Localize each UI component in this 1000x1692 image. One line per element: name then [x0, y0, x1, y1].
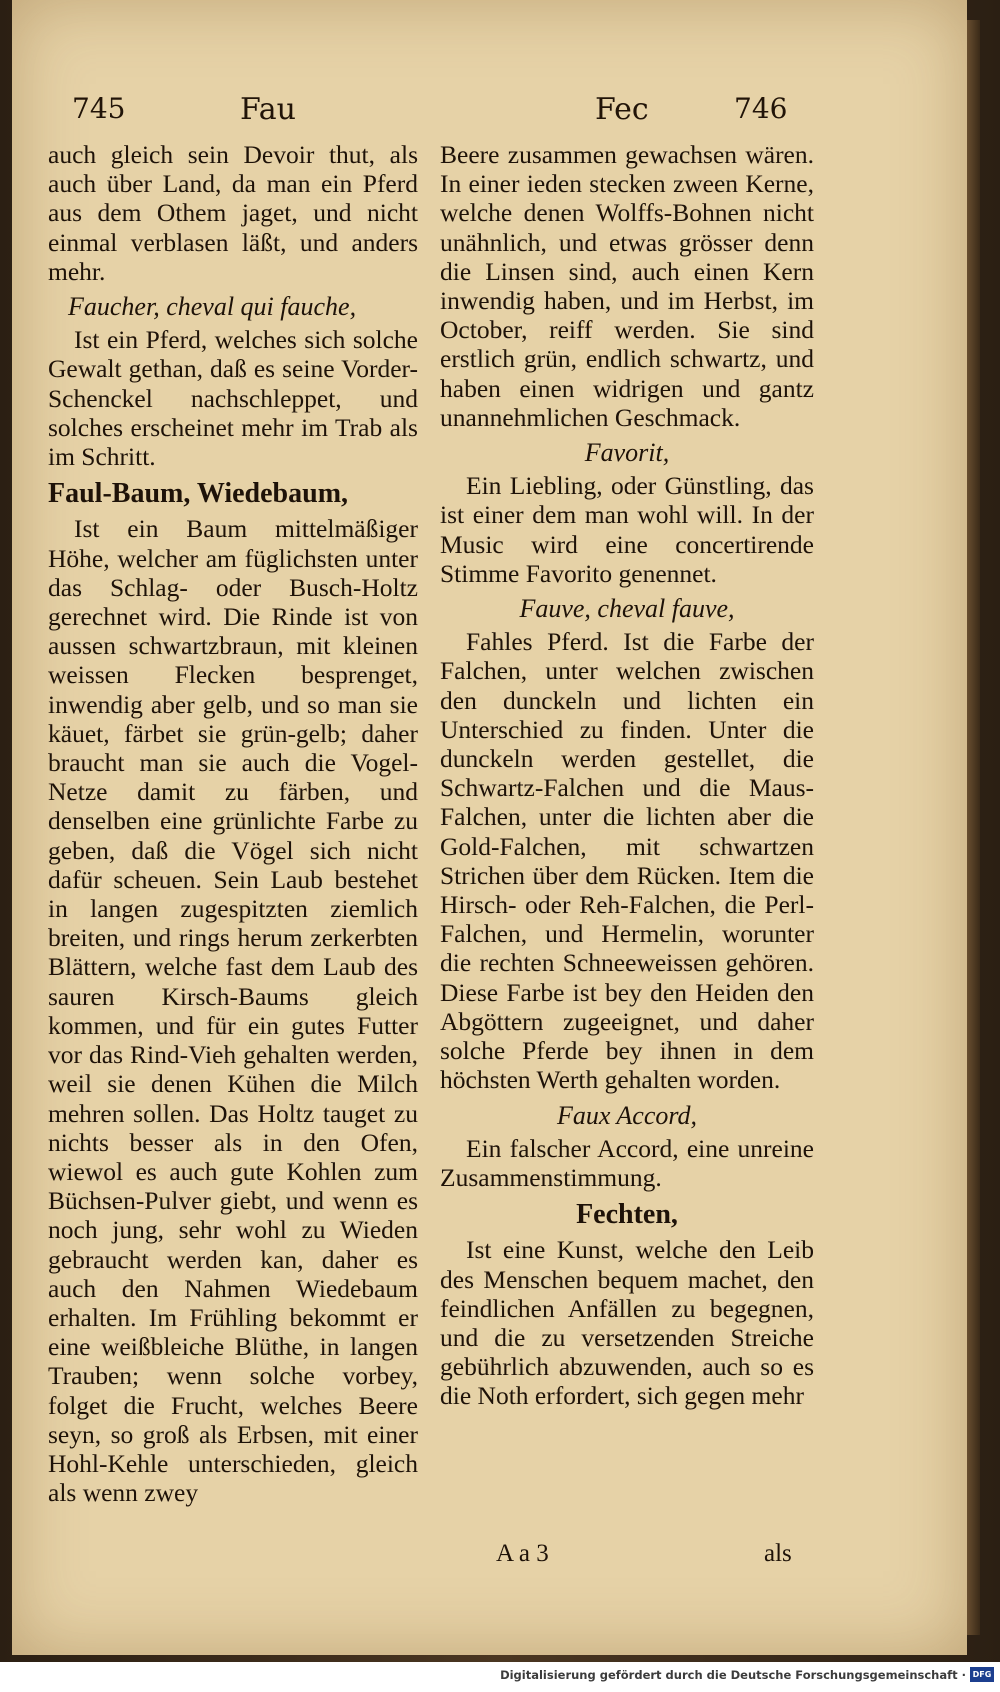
entry-heading-faucher: Faucher, cheval qui fauche, — [68, 292, 357, 322]
entry-heading-favorit: Favorit, — [584, 438, 670, 468]
left-paragraph-3: Ist ein Baum mittelmäßiger Höhe, welcher am füglichsten unter das Schlag- oder Busch-Holtz gerechnet wird. Die Rinde ist von aussen schwartzbraun, mit kleinen weissen Flecken besprenget, inwendig aber gelb, und so man sie käuet, färbet sie grün-gelb; daher braucht man sie auch die Vogel-Netze damit zu färben, und denselben eine grünlichte Farbe zu geben, daß die Vögel sich nicht dafür scheuen. Sein Laub bestehet in langen zugespitzten ziemlich breiten, und rings herum zerkerbten Blättern, welche fast dem Laub des sauren Kirsch-Baums gleich kommen, und für ein gutes Futter vor das Rind-Vieh gehalten werden, weil sie denen Kühen die Milch mehren sollen. Das Holtz tauget zu nichts besser als in den Ofen, wiewol es auch gute Kohlen zum Büchsen-Pulver giebt, und wenn es noch jung, sehr wohl zu Wieden gebraucht werden kan, daher es auch den Nahmen Wiedebaum erhalten. Im Frühling bekommt er eine weißbleiche Blüthe, in langen Trauben; wenn solche vorbey, folget die Frucht, welches Beere seyn, so groß als Erbsen, mit einer Hohl-Kehle unterschieden, gleich als wenn zwey — [48, 514, 418, 1508]
entry-heading-fauve: Fauve, cheval fauve, — [519, 594, 735, 624]
entry-heading-fechten: Fechten, — [576, 1199, 678, 1231]
footer-bar — [0, 1662, 1000, 1692]
left-page-number: 745 — [72, 92, 126, 125]
right-paragraph-5: Ist eine Kunst, welche den Leib des Menschen bequem machet, den feindlichen Anfällen zu begegnen, und die zu versetzenden Streiche gebührlich abzuwenden, auch so es die Noth erfordert, sich gegen mehr — [440, 1235, 814, 1411]
right-running-head: Fec — [595, 92, 649, 127]
right-page-number: 746 — [734, 92, 788, 125]
left-column — [48, 140, 418, 1507]
right-paragraph-1: Beere zusammen gewachsen wären. In einer ieden stecken zween Kerne, welche denen Wolffs-Bohnen nicht unähnlich, und etwas grösser denn die Linsen sind, auch einen Kern inwendig haben, und im Herbst, im October, reiff werden. Sie sind erstlich grün, endlich schwartz, und haben einen widrigen und gantz unannehmlichen Geschmack. — [440, 140, 814, 432]
left-running-head: Fau — [240, 92, 296, 127]
book-page — [12, 0, 967, 1655]
left-paragraph-2: Ist ein Pferd, welches sich solche Gewalt gethan, daß es seine Vorder-Schenckel nachschleppet, und solches erscheinet mehr im Trab als im Schritt. — [48, 325, 418, 472]
right-paragraph-2: Ein Liebling, oder Günstling, das ist einer dem man wohl will. In der Music wird eine concertirende Stimme Favorito genennet. — [440, 471, 814, 588]
right-paragraph-4: Ein falscher Accord, eine unreine Zusammenstimmung. — [440, 1133, 814, 1192]
entry-heading-faux-accord: Faux Accord, — [556, 1100, 698, 1130]
entry-heading-faul-baum: Faul-Baum, Wiedebaum, — [48, 478, 349, 510]
signature-mark: A a 3 — [496, 1540, 549, 1567]
left-paragraph-1: auch gleich sein Devoir thut, als auch über Land, da man ein Pferd aus dem Othem jaget, und nicht einmal verblasen läßt, und anders mehr. — [48, 140, 418, 286]
catchword: als — [764, 1540, 792, 1567]
footer-credit: Digitalisierung gefördert durch die Deutsche Forschungsgemeinschaft · — [500, 1668, 966, 1682]
dfg-logo-icon: DFG — [970, 1667, 994, 1682]
right-column — [440, 140, 814, 1411]
right-paragraph-3: Fahles Pferd. Ist die Farbe der Falchen, unter welchen zwischen den dunckeln und lichten ein Unterschied zu finden. Unter die dunckeln werden gestellet, die Schwartz-Falchen und die Maus-Falchen, unter die lichten aber die Gold-Falchen, mit schwartzen Strichen über dem Rücken. Item die Hirsch- oder Reh-Falchen, die Perl-Falchen, und Hermelin, worunter die rechten Schneeweissen gehören. Diese Farbe ist bey den Heiden den Abgöttern zugeeignet, und daher solche Pferde bey ihnen in dem höchsten Werth gehalten worden. — [440, 627, 814, 1095]
